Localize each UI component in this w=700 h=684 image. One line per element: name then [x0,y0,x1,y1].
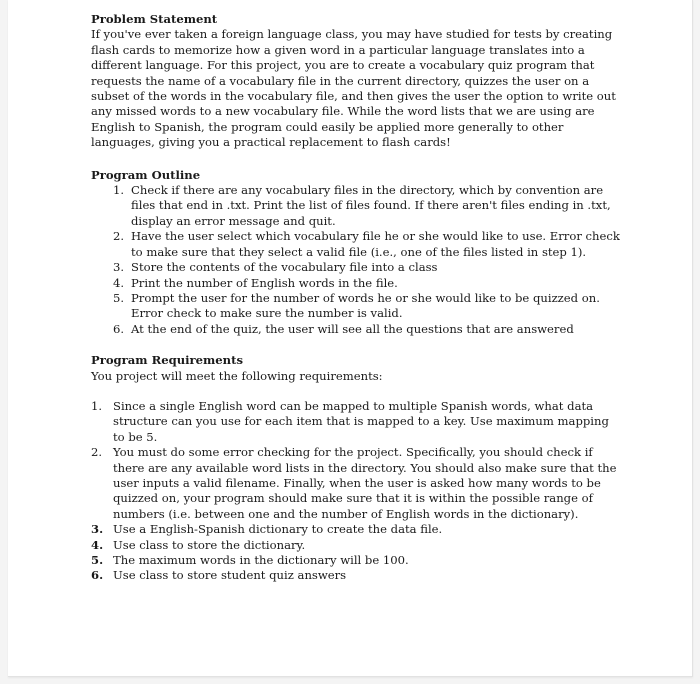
list-item [91,568,621,583]
program-requirements-intro: You project will meet the following requirements: [91,368,383,383]
list-item-text: Have the user select which vocabulary file he or she would like to use. Error check to make sure that they select a valid file (i.e., one of the files listed in step 1). [131,229,620,259]
list-item-number: 1. [91,398,103,413]
list-item-text: Prompt the user for the number of words he or she would like to be quizzed on. Error check to make sure the number is valid. [131,290,600,321]
list-item [91,276,621,291]
document-page [8,0,693,677]
list-item-number: 2. [113,229,125,244]
list-item [91,322,621,337]
list-item-text: Since a single English word can be mapped to multiple Spanish words, what data structure can you use for each item that is mapped to a key. Use maximum mapping to be 5. [113,398,609,444]
list-item-number: 4. [91,537,104,552]
list-item-number: 4. [113,275,125,290]
list-item [91,538,621,553]
list-item [91,445,621,522]
program-requirements-heading: Program Requirements [91,353,243,368]
list-item-text: Use class to store student quiz answers [113,568,347,583]
list-item-number: 6. [91,568,104,583]
list-item [91,183,621,229]
spacer [91,151,621,168]
list-item-text: Print the number of English words in the file. [131,275,398,290]
list-item-text: Use class to store the dictionary. [113,537,306,552]
list-item-text: Use a English-Spanish dictionary to create the data file. [113,522,443,537]
list-item [91,553,621,568]
problem-statement-text: If you've ever taken a foreign language class, you may have studied for tests by creating flash cards to memorize how a given word in a particular language translates into a different language. For this project, you are to create a vocabulary quiz program that requests the name of a vocabulary file in the current directory, quizzes the user on a subset of the words in the vocabulary file, and then gives the user the option to write out any missed words to a new vocabulary file. While the word lists that we are using are English to Spanish, the program could easily be applied more generally to other languages, giving you a practical replacement to flash cards! [91,27,616,150]
problem-statement-section [91,12,621,151]
list-item [91,522,621,537]
list-item-number: 6. [113,321,125,336]
document-content [91,12,621,584]
list-item [91,260,621,275]
list-item-number: 1. [113,183,125,198]
list-item-text: You must do some error checking for the project. Specifically, you should check if there are any available word lists in the directory. You should also make sure that the user inputs a valid filename. Finally, when the user is asked how many words to be quizzed on, your program should make sure that it is within the possible range of numbers (i.e. between one and the number of English words in the dictionary). [113,445,617,521]
spacer [91,384,621,399]
list-item-number: 5. [91,553,104,567]
list-item-text: Check if there are any vocabulary files in the directory, which by convention are files that end in .txt. Print the list of files found. If there aren't files ending in .txt, display an error message and quit. [131,183,611,228]
spacer [91,337,621,353]
list-item-text: At the end of the quiz, the user will see all the questions that are answered [131,321,574,336]
program-requirements-list [91,399,621,584]
list-item [91,229,621,260]
list-item-text: The maximum words in the dictionary will be 100. [113,553,409,567]
program-requirements-section [91,353,621,584]
program-outline-section [91,168,621,337]
list-item-text: Store the contents of the vocabulary file into a class [131,260,438,275]
list-item-number: 3. [91,522,104,537]
list-item-number: 5. [113,290,125,305]
list-item-number: 2. [91,445,103,460]
program-outline-heading: Program Outline [91,167,201,182]
problem-statement-heading: Problem Statement [91,12,218,26]
program-outline-list [91,183,621,337]
list-item [91,291,621,322]
list-item [91,399,621,445]
list-item-number: 3. [113,260,125,275]
